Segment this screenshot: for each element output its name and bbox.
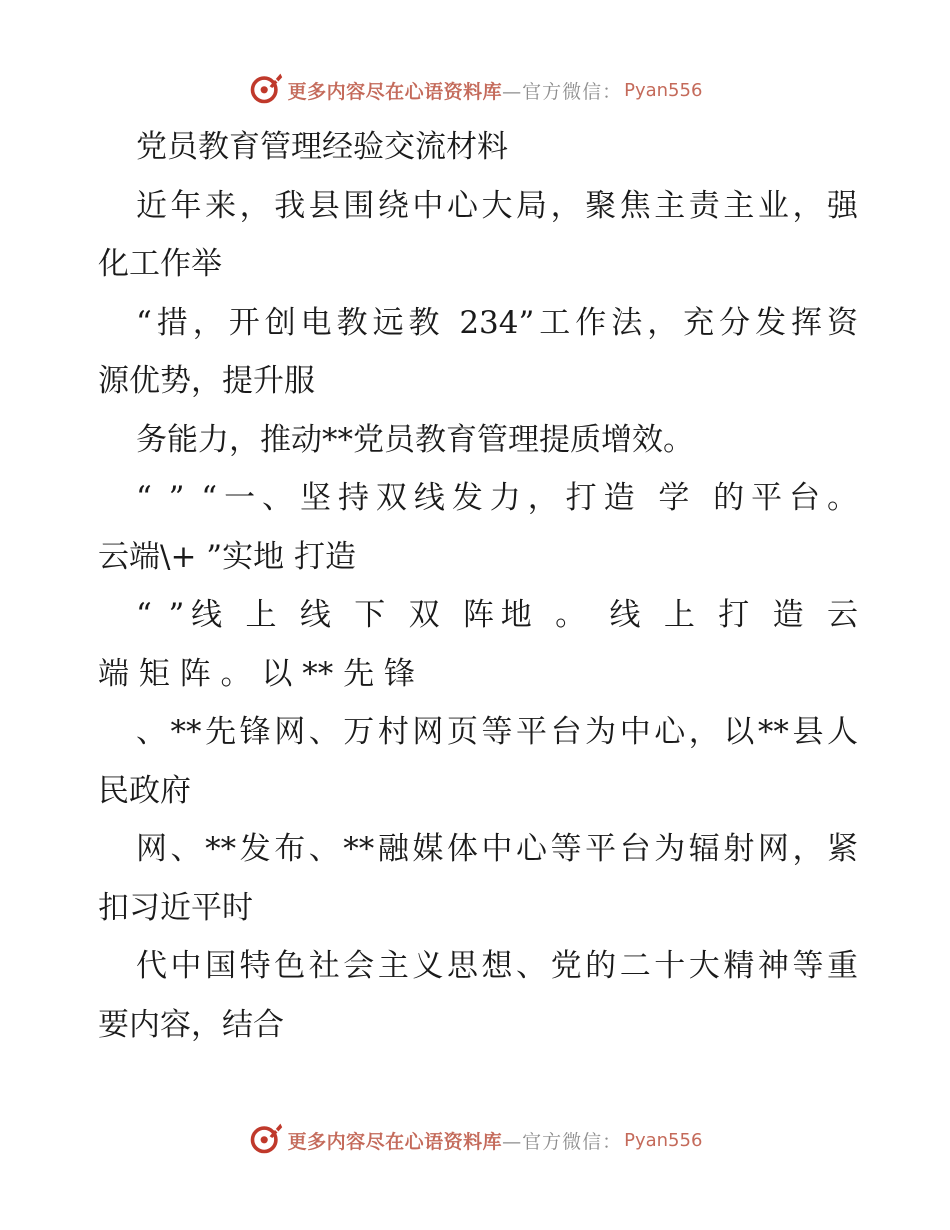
paragraph-line: “ ”线 上 线 下 双 阵地 。 线 上 打 造 云: [136, 597, 858, 633]
watermark-wechat-id: Pyan556: [624, 1129, 703, 1151]
paragraph-line: 端 矩 阵 。 以 ** 先 锋: [98, 655, 415, 692]
header-watermark: [0, 70, 950, 110]
watermark-separator-text: —官方微信：: [502, 1130, 623, 1153]
paragraph-line: “ ” “一、坚持双线发力，打造 学 的平台。: [136, 480, 858, 516]
document-title: 党员教育管理经验交流材料: [136, 129, 508, 165]
watermark-brand-text: 更多内容尽在心语资料库: [287, 1130, 503, 1153]
paragraph-line: 代中国特色社会主义思想、党的二十大精神等重: [136, 948, 858, 984]
paragraph-line: 网、**发布、**融媒体中心等平台为辐射网，紧: [136, 831, 858, 867]
paragraph-line: 近年来，我县围绕中心大局，聚焦主责主业，强: [136, 187, 858, 224]
paragraph-line: 扣习近平时: [98, 889, 253, 926]
watermark-wechat-id: Pyan556: [624, 79, 703, 101]
quill-pen-logo-icon: [248, 1120, 284, 1156]
paragraph-line: “措，开创电教远教 234”工作法，充分发挥资: [136, 304, 858, 341]
paragraph-line: 、**先锋网、万村网页等平台为中心，以**县人: [136, 714, 858, 750]
paragraph-line: 云端\+ ”实地 打造: [98, 538, 356, 575]
footer-watermark: [0, 1120, 950, 1160]
paragraph-line: 源优势，提升服: [98, 363, 315, 399]
watermark-brand-text: 更多内容尽在心语资料库: [287, 80, 503, 103]
watermark-separator-text: —官方微信：: [502, 80, 623, 103]
quill-pen-logo-icon: [248, 70, 284, 106]
paragraph-line: 务能力，推动**党员教育管理提质增效。: [136, 421, 694, 458]
document-body: [98, 118, 858, 1054]
paragraph-line: 化工作举: [98, 246, 222, 282]
paragraph-line: 民政府: [98, 772, 191, 809]
paragraph-line: 要内容，结合: [98, 1006, 284, 1043]
